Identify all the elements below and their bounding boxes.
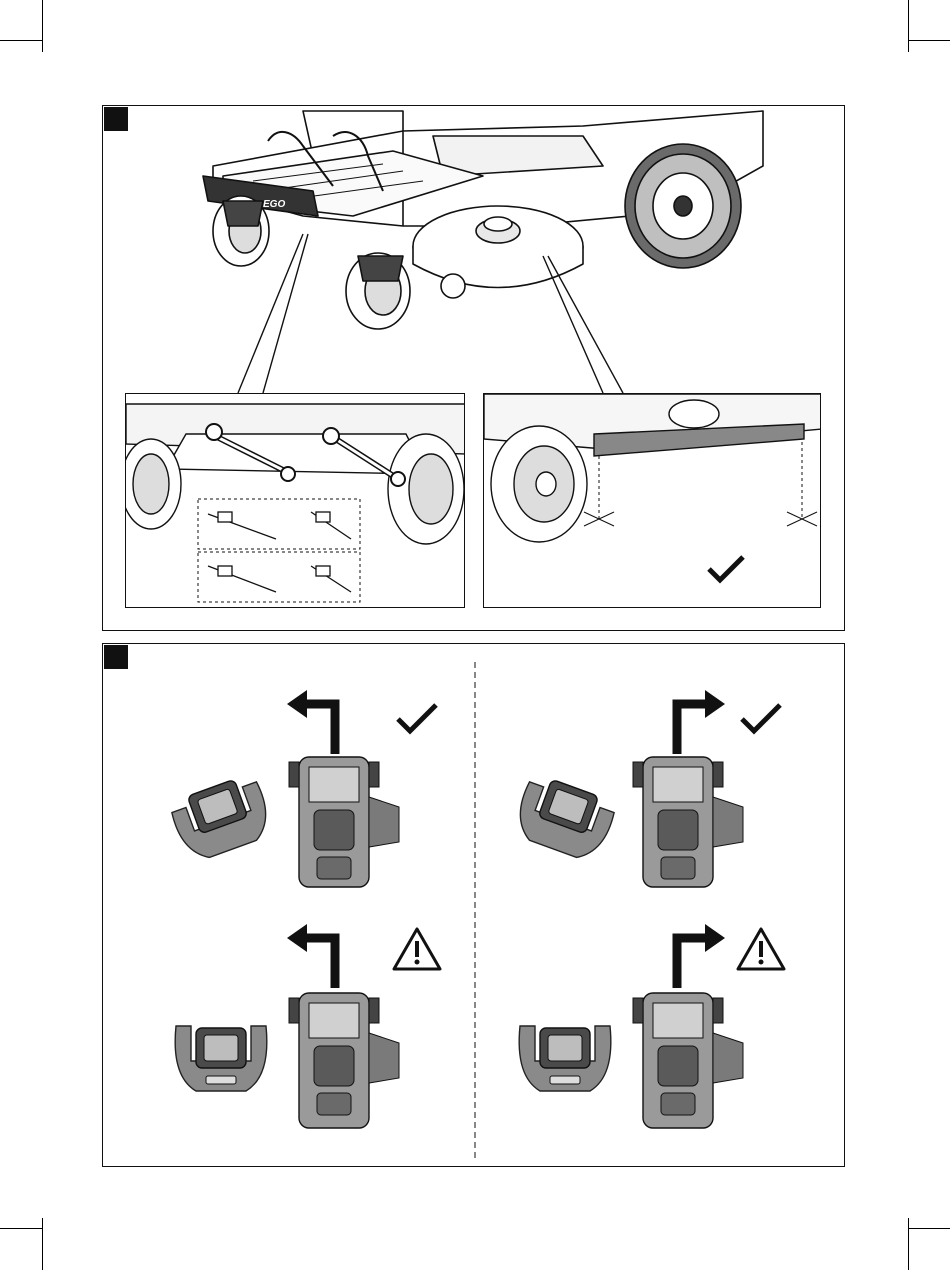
turn-left-arrow-icon [285, 684, 345, 754]
zero-turn-mower-illustration [103, 106, 846, 396]
mower-top-view-icon [633, 752, 748, 892]
cell-right-turn-warning [475, 906, 845, 1168]
controller-straight-icon [510, 1006, 620, 1106]
cell-right-turn-correct [475, 644, 845, 906]
check-icon [739, 702, 783, 736]
check-icon [395, 702, 439, 736]
mower-top-view-icon [289, 752, 404, 892]
cell-left-turn-correct [103, 644, 473, 906]
mower-logo: EGO [263, 199, 286, 210]
turn-right-arrow-icon [667, 684, 727, 754]
turn-right-arrow-icon [667, 918, 727, 988]
controller-straight-icon [166, 1006, 276, 1106]
warning-triangle-icon [391, 926, 443, 972]
warning-triangle-icon [735, 926, 787, 972]
mower-top-view-icon [633, 988, 748, 1138]
figure-1-panel [102, 105, 845, 631]
controller-tilted-icon [510, 766, 620, 866]
figure-2-panel [102, 643, 845, 1167]
turn-left-arrow-icon [285, 918, 345, 988]
inset-blade-height-check [483, 393, 821, 608]
mower-top-view-icon [289, 988, 404, 1138]
inset-wrench-adjustment [125, 393, 465, 608]
cell-left-turn-warning [103, 906, 473, 1168]
controller-tilted-icon [166, 766, 276, 866]
wrench-detail-illustration [126, 394, 465, 608]
blade-height-illustration [484, 394, 821, 608]
check-icon [706, 554, 746, 584]
